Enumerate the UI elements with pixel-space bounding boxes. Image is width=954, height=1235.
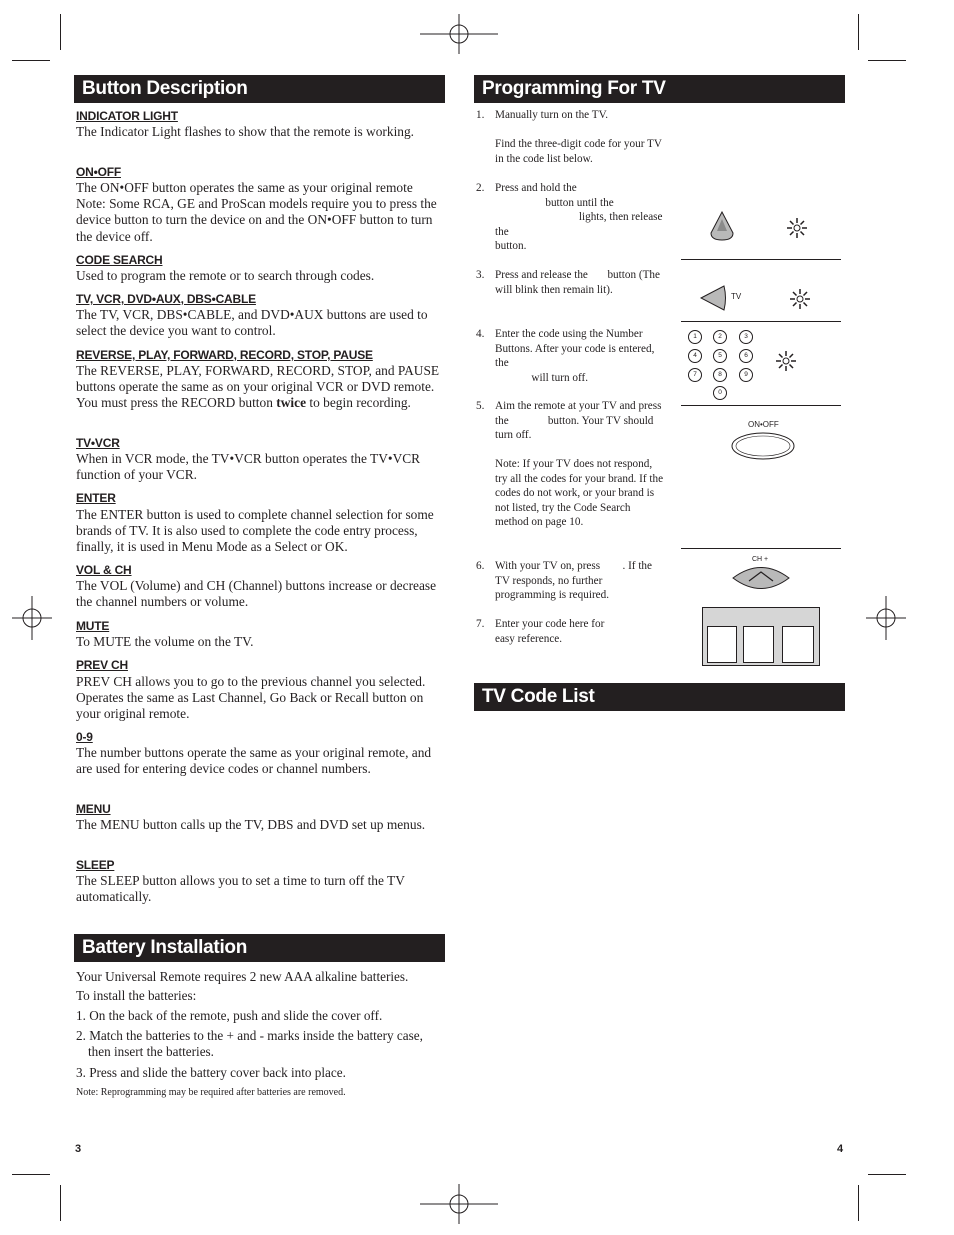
crop-mark [858, 14, 859, 50]
heading-menu: MENU [76, 802, 111, 816]
step-text: Enter your code here for easy reference. [495, 618, 605, 645]
heading-device-buttons: TV, VCR, DVD•AUX, DBS•CABLE [76, 292, 256, 306]
tv-button-label: TV [731, 292, 742, 301]
registration-mark-bottom [420, 1184, 498, 1224]
step-number: 6. [476, 560, 485, 572]
heading-code-search: CODE SEARCH [76, 253, 163, 267]
text-prev-ch: PREV CH allows you to go to the previous channel you selected. Operates the same as Last Channel, Go Back or Recall button on your original remote. [76, 674, 426, 722]
text-indicator-light: The Indicator Light flashes to show that the remote is working. [76, 124, 415, 139]
heading-mute: MUTE [76, 619, 110, 633]
code-digit-box-3[interactable] [782, 626, 814, 663]
text-menu: The MENU button calls up the TV, DBS and DVD set up menus. [76, 817, 426, 832]
crop-mark [60, 14, 61, 50]
code-entry-panel [702, 607, 820, 666]
text-enter: The ENTER button is used to complete channel selection for some brands of TV. It is also used to complete the code entry process, finally, it is used in Menu Mode as a Select or OK. [76, 507, 434, 555]
heading-prev-ch: PREV CH [76, 658, 128, 672]
battery-intro-2: To install the batteries: [76, 988, 197, 1003]
section-title-programming: Programming For TV [474, 75, 845, 103]
key-1: 1 [688, 330, 702, 344]
heading-enter: ENTER [76, 491, 116, 505]
key-8: 8 [713, 368, 727, 382]
crop-mark [12, 1174, 50, 1175]
battery-note: Note: Reprogramming may be required after batteries are removed. [76, 1087, 346, 1098]
battery-intro: Your Universal Remote requires 2 new AAA alkaline batteries. [76, 969, 409, 984]
step-number: 7. [476, 618, 485, 630]
key-3: 3 [739, 330, 753, 344]
code-search-button-icon [709, 211, 735, 241]
tv-button-icon [700, 285, 728, 311]
key-0: 0 [713, 386, 727, 400]
text-sleep: The SLEEP button allows you to set a time to turn off the TV automatically. [76, 873, 405, 905]
page-number-left: 3 [75, 1143, 82, 1155]
step-number: 5. [476, 400, 485, 412]
step-text: Press and hold the button until the lights, then release the button. [495, 182, 663, 252]
battery-step-1: 1. On the back of the remote, push and slide the cover off. [76, 1008, 383, 1023]
on-off-button-icon [731, 432, 795, 460]
text-transport-bold: twice [276, 395, 307, 411]
key-2: 2 [713, 330, 727, 344]
ch-plus-label: CH + [752, 556, 769, 563]
key-9: 9 [739, 368, 753, 382]
heading-on-off: ON•OFF [76, 165, 121, 179]
crop-mark [858, 1185, 859, 1221]
heading-vol-ch: VOL & CH [76, 563, 132, 577]
step-text: With your TV on, press . If the TV responds, no further programming is required. [495, 560, 655, 601]
step-text: Aim the remote at your TV and press the button. Your TV should turn off. Note: If your TV does not respond, try all the codes for your brand. If the codes do not work, or your brand is not listed, try the Code Search method on page 10. [495, 400, 664, 528]
crop-mark [868, 1174, 906, 1175]
heading-tv-vcr: TV•VCR [76, 436, 120, 450]
indicator-light-off-icon [775, 350, 797, 372]
on-off-label: ON•OFF [748, 420, 779, 429]
text-transport-after: to begin recording. [309, 395, 411, 411]
step-number: 1. [476, 109, 485, 121]
heading-transport-buttons: REVERSE, PLAY, FORWARD, RECORD, STOP, PAUSE [76, 348, 373, 362]
crop-mark [12, 60, 50, 61]
divider [681, 405, 841, 406]
key-6: 6 [739, 349, 753, 363]
heading-indicator-light: INDICATOR LIGHT [76, 109, 178, 123]
heading-sleep: SLEEP [76, 858, 115, 872]
registration-mark-top [420, 14, 498, 54]
text-mute: To MUTE the volume on the TV. [76, 634, 254, 649]
section-title-battery: Battery Installation [74, 934, 445, 962]
code-digit-box-1[interactable] [707, 626, 737, 663]
text-on-off: The ON•OFF button operates the same as your original remote Note: Some RCA, GE and ProScan models require you to press the device button to turn the device on and the ON•OFF button to turn the device off. [76, 180, 437, 244]
indicator-light-on-icon [789, 288, 811, 310]
divider [681, 321, 841, 322]
page-number-right: 4 [837, 1143, 844, 1155]
ch-up-button-icon [731, 563, 791, 593]
step-text: Enter the code using the Number Buttons. After your code is entered, the will turn off. [495, 328, 655, 384]
text-transport-buttons [76, 363, 444, 412]
text-vol-ch: The VOL (Volume) and CH (Channel) buttons increase or decrease the channel numbers or volume. [76, 578, 437, 610]
section-title-tv-code-list: TV Code List [474, 683, 845, 711]
divider [681, 259, 841, 260]
battery-step-2: 2. Match the batteries to the + and - marks inside the battery case, then insert the batteries. [76, 1028, 423, 1059]
registration-mark-left [12, 596, 52, 640]
indicator-light-blinking-icon [786, 217, 808, 239]
code-digit-box-2[interactable] [743, 626, 774, 663]
step-text: Manually turn on the TV. Find the three-digit code for your TV in the code list below. [495, 109, 662, 165]
step-number: 3. [476, 269, 485, 281]
step-text: Press and release the button (The will blink then remain lit). [495, 269, 733, 296]
heading-number-buttons: 0-9 [76, 730, 93, 744]
section-title-button-description: Button Description [74, 75, 445, 103]
divider [681, 548, 841, 549]
text-code-search: Used to program the remote or to search through codes. [76, 268, 375, 283]
crop-mark [868, 60, 906, 61]
key-4: 4 [688, 349, 702, 363]
registration-mark-right [866, 596, 906, 640]
battery-step-3: 3. Press and slide the battery cover back into place. [76, 1065, 346, 1080]
key-7: 7 [688, 368, 702, 382]
step-number: 4. [476, 328, 485, 340]
step-number: 2. [476, 182, 485, 194]
crop-mark [60, 1185, 61, 1221]
key-5: 5 [713, 349, 727, 363]
text-device-buttons: The TV, VCR, DBS•CABLE, and DVD•AUX buttons are used to select the device you want to control. [76, 307, 428, 339]
text-number-buttons: The number buttons operate the same as your original remote, and are used for entering device codes or channel numbers. [76, 745, 432, 777]
text-transport-main: The REVERSE, PLAY, FORWARD, RECORD, STOP, and PAUSE buttons operate the same as on your original VCR or DVD remote. You must press the RECORD button [76, 363, 440, 411]
text-tv-vcr: When in VCR mode, the TV•VCR button operates the TV•VCR function of your VCR. [76, 451, 421, 483]
